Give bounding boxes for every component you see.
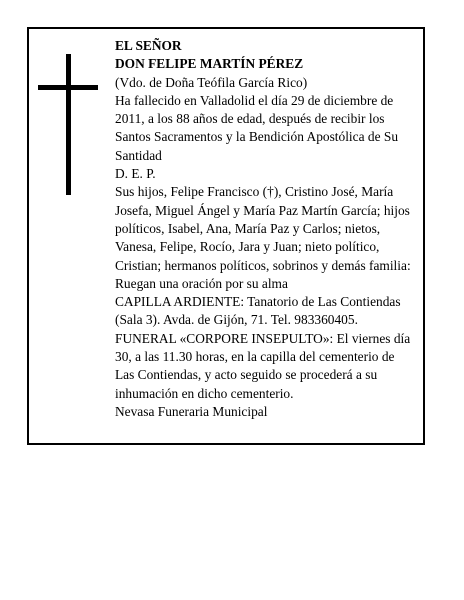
notice-title: EL SEÑOR	[115, 38, 182, 53]
prayer-request: Ruegan una oración por su alma	[115, 275, 288, 291]
cross-horizontal-bar	[38, 85, 98, 90]
family-list: Sus hijos, Felipe Francisco (†), Cristino José, María Josefa, Miguel Ángel y María Paz Martín García; hijos políticos, Isabel, Ana, María Paz y Carlos; nietos, Vanesa, Felipe, Rocío, Jara y Juan; nieto político, Cristian; hermanos políticos, sobrinos y demás familia:	[115, 184, 411, 273]
widower-line: (Vdo. de Doña Teófila García Rico)	[115, 74, 308, 90]
cross-vertical-bar	[66, 54, 71, 195]
chapel-info: CAPILLA ARDIENTE: Tanatorio de Las Contiendas (Sala 3). Avda. de Gijón, 71. Tel. 983360405.	[115, 294, 401, 328]
death-announcement: Ha fallecido en Valladolid el día 29 de diciembre de 2011, a los 88 años de edad, después de recibir los Santos Sacramentos y la Bendición Apostólica de Su Santidad	[115, 92, 399, 163]
rip-line: D. E. P.	[115, 166, 156, 182]
obituary-text	[115, 37, 415, 421]
funeral-home: Nevasa Funeraria Municipal	[115, 403, 268, 419]
funeral-info: FUNERAL «CORPORE INSEPULTO»: El viernes día 30, a las 11.30 horas, en la capilla del cementerio de Las Contiendas, y acto seguido se procederá a su inhumación en dicho cementerio.	[115, 330, 411, 401]
deceased-name: DON FELIPE MARTÍN PÉREZ	[115, 56, 304, 72]
